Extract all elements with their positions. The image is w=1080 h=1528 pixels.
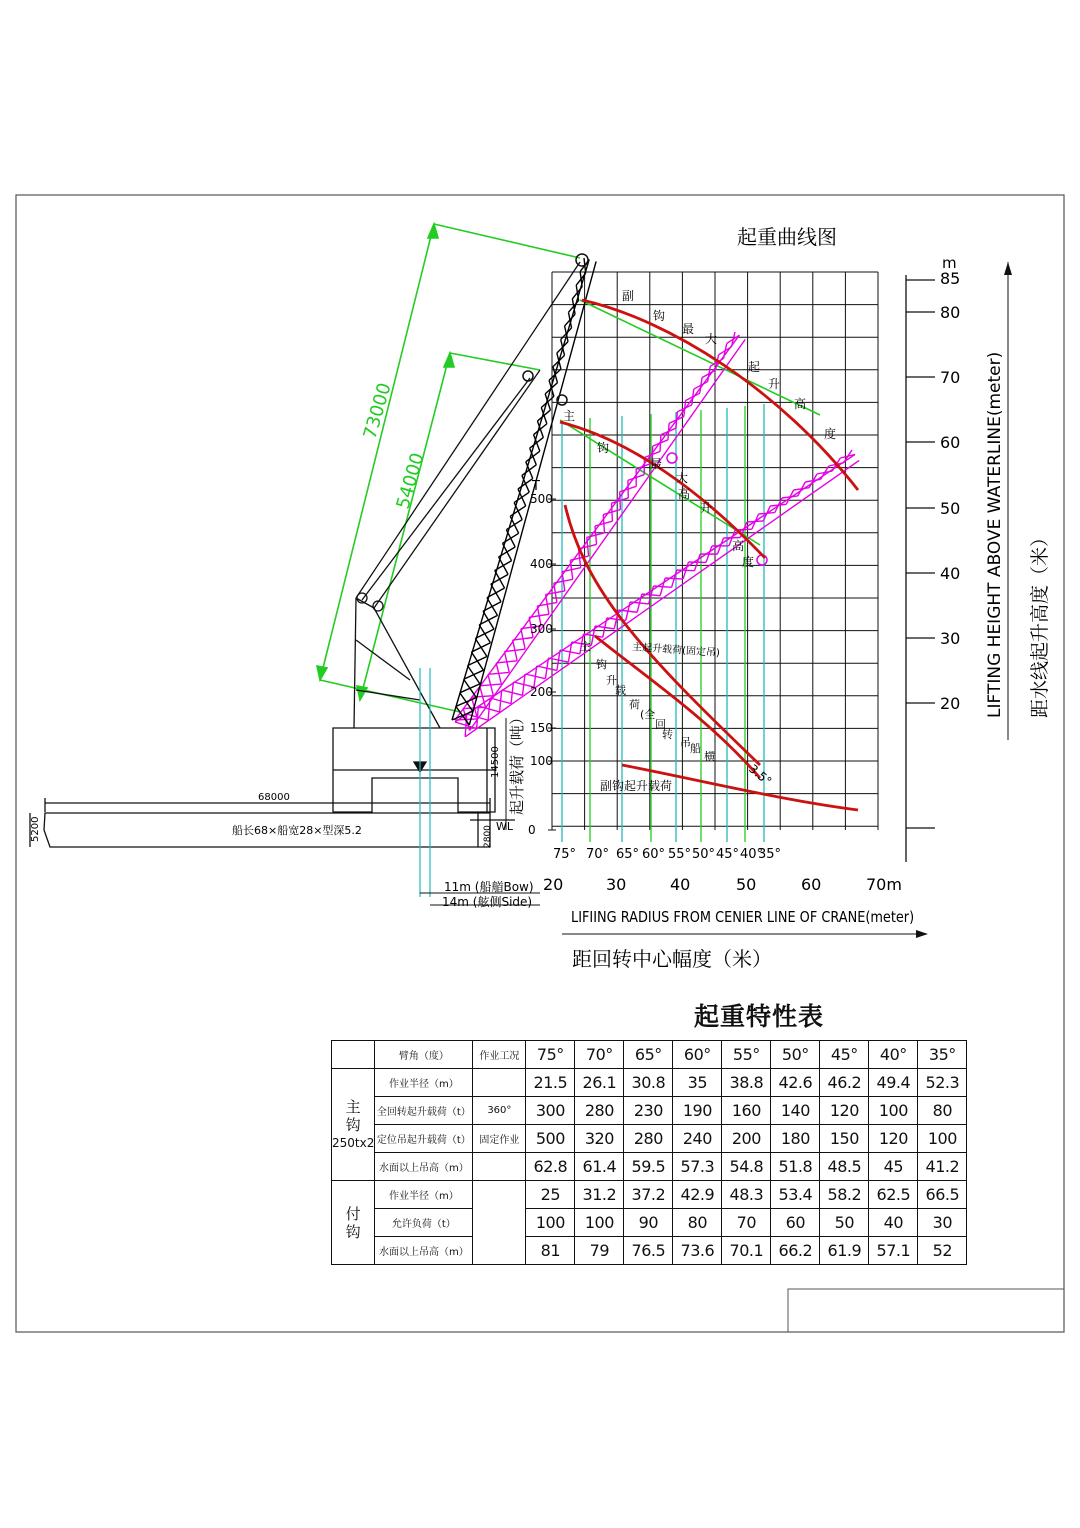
table-cell: 81	[526, 1237, 575, 1265]
table-cell: 61.9	[820, 1237, 869, 1265]
height-tick-label: 80	[940, 303, 961, 322]
curve-label-char: 大	[705, 332, 718, 346]
table-cell: 100	[526, 1209, 575, 1237]
table-cell: 73.6	[673, 1237, 722, 1265]
table-cell: 45	[869, 1153, 918, 1181]
curve-label-char: 最	[682, 322, 695, 336]
table-cell: 280	[575, 1097, 624, 1125]
group-text: 付	[345, 1204, 361, 1223]
header-angle: 50°	[771, 1041, 820, 1069]
load-axis-label: 起升载荷（吨）	[508, 709, 526, 815]
curve-label-char: 钩	[596, 658, 607, 671]
load-tick-label: 150	[530, 721, 553, 735]
table-cell: 80	[673, 1209, 722, 1237]
row-label: 水面以上吊高（m）	[375, 1153, 473, 1181]
curve-label-char: 荷	[629, 698, 640, 711]
boom-35deg	[455, 450, 859, 737]
angle-label: 75°	[553, 847, 577, 862]
header-angle: 55°	[722, 1041, 771, 1069]
table-cell: 26.1	[575, 1069, 624, 1097]
lifting-properties-table	[331, 1040, 967, 1265]
table-cell: 54.8	[722, 1153, 771, 1181]
table-cell: 90	[624, 1209, 673, 1237]
table-cell: 37.2	[624, 1181, 673, 1209]
table-cell: 240	[673, 1125, 722, 1153]
radius-tick-label: 50	[736, 875, 757, 894]
row-label: 定位吊起升载荷（t）	[375, 1125, 473, 1153]
curve-label-char: 载	[615, 684, 626, 697]
height-axis-label-en: LIFTING HEIGHT ABOVE WATERLINE(meter)	[985, 351, 1005, 718]
radius-tick-label: 20	[543, 875, 564, 894]
group-text: 主	[345, 1097, 361, 1116]
crane-a-frame	[354, 262, 580, 790]
table-cell: 41.2	[918, 1153, 967, 1181]
table-cell: 53.4	[771, 1181, 820, 1209]
table-row	[332, 1237, 967, 1265]
row-label: 水面以上吊高（m）	[375, 1237, 473, 1265]
angle-labels	[553, 847, 781, 862]
table-cell: 60	[771, 1209, 820, 1237]
height-axis-unit: 85	[940, 269, 961, 288]
boom-main	[452, 258, 596, 725]
dim-73000-label: 73000	[359, 380, 396, 442]
table-cell: 42.9	[673, 1181, 722, 1209]
table-cell: 66.2	[771, 1237, 820, 1265]
angle-label: 65°	[616, 847, 640, 862]
group-text: 250tx2	[332, 1135, 375, 1150]
row-mode: 360°	[473, 1097, 526, 1125]
waterline-label: WL	[496, 820, 514, 833]
curve-label-char: 副	[622, 289, 635, 303]
aux-hook-group	[332, 1181, 375, 1265]
table-cell: 100	[575, 1209, 624, 1237]
header-label: 臂角（度）	[375, 1041, 473, 1069]
row-mode	[473, 1153, 526, 1181]
row-mode: 固定作业	[473, 1125, 526, 1153]
radius-axis-ticks	[543, 875, 902, 894]
curve-label-char: 度	[742, 555, 755, 569]
table-cell: 30.8	[624, 1069, 673, 1097]
height-tick-label: 30	[940, 629, 961, 648]
title-block	[788, 1289, 1064, 1332]
load-tick-label: 0	[528, 823, 536, 837]
radius-axis-label-en: LIFIING RADIUS FROM CENIER LINE OF CRANE(meter)	[571, 909, 915, 927]
curve-label-char: 船	[690, 742, 701, 755]
height-axis-ticks	[906, 280, 960, 828]
height-tick-label: 70	[940, 368, 961, 387]
curve-label-char: 吊	[680, 736, 691, 749]
header-angle: 45°	[820, 1041, 869, 1069]
table-cell: 79	[575, 1237, 624, 1265]
table-cell: 51.8	[771, 1153, 820, 1181]
table-cell: 120	[869, 1125, 918, 1153]
table-cell: 40	[869, 1209, 918, 1237]
table-cell: 180	[771, 1125, 820, 1153]
table-cell: 70	[722, 1209, 771, 1237]
header-angle: 40°	[869, 1041, 918, 1069]
row-mode	[473, 1069, 526, 1097]
table-cell: 62.5	[869, 1181, 918, 1209]
table-cell: 52.3	[918, 1069, 967, 1097]
main-fixed-load-label: 主起升载荷(固定吊)	[631, 642, 721, 660]
curve-label-char: 主	[563, 409, 576, 423]
row-label: 全回转起升载荷（t）	[375, 1097, 473, 1125]
table-cell: 57.1	[869, 1237, 918, 1265]
dim-73000-line	[320, 224, 434, 680]
radius-tick-label: 70m	[866, 875, 902, 894]
deck-depth-label: 5200	[30, 816, 41, 842]
curve-label-char: 高	[732, 539, 745, 553]
properties-table-title: 起重特性表	[694, 1002, 825, 1031]
table-cell: 50	[820, 1209, 869, 1237]
curve-label-char: 升	[700, 501, 713, 515]
dim-54000-label: 54000	[392, 450, 429, 512]
radius-axis-label-cn: 距回转中心幅度（米）	[572, 947, 772, 971]
table-cell: 100	[918, 1125, 967, 1153]
height-tick-label: 50	[940, 499, 961, 518]
angle-label: 70°	[586, 847, 610, 862]
curve-label-char: 升	[606, 674, 617, 687]
row-label: 允许负荷（t）	[375, 1209, 473, 1237]
row-mode	[473, 1181, 526, 1265]
table-cell: 66.5	[918, 1181, 967, 1209]
header-angle: 60°	[673, 1041, 722, 1069]
heel-angle-label: 3.5°	[746, 761, 775, 789]
table-cell: 59.5	[624, 1153, 673, 1181]
table-cell: 320	[575, 1125, 624, 1153]
radius-tick-label: 40	[670, 875, 691, 894]
group-text: 钩	[345, 1115, 361, 1134]
barge-dimension-label: 船长68×船宽28×型深5.2	[232, 824, 362, 837]
row-label: 作业半径（m）	[375, 1181, 473, 1209]
table-cell: 120	[820, 1097, 869, 1125]
table-row	[332, 1125, 967, 1153]
height-axis-m: m	[942, 254, 957, 272]
load-axis-unit: T	[532, 479, 540, 494]
table-cell: 160	[722, 1097, 771, 1125]
table-cell: 31.2	[575, 1181, 624, 1209]
header-angle: 75°	[526, 1041, 575, 1069]
tower-height-label: 14500	[490, 746, 501, 778]
table-cell: 57.3	[673, 1153, 722, 1181]
height-tick-label: 40	[940, 564, 961, 583]
curve-label-char: 度	[824, 427, 837, 441]
radius-tick-label: 30	[606, 875, 627, 894]
table-cell: 61.4	[575, 1153, 624, 1181]
table-cell: 49.4	[869, 1069, 918, 1097]
table-cell: 48.5	[820, 1153, 869, 1181]
height-tick-label: 60	[940, 433, 961, 452]
curve-label-char: 升	[768, 377, 781, 391]
header-angle: 65°	[624, 1041, 673, 1069]
curve-label-char: 钩	[653, 309, 666, 323]
table-cell: 200	[722, 1125, 771, 1153]
curve-label-char: 主	[580, 640, 591, 653]
curve-label-char: 回	[655, 718, 666, 731]
angle-label: 40°	[740, 847, 764, 862]
load-tick-label: 200	[530, 685, 553, 699]
angle-label: 60°	[642, 847, 666, 862]
table-cell: 48.3	[722, 1181, 771, 1209]
load-tick-label: 100	[530, 754, 553, 768]
curve-label-char: 高	[678, 487, 691, 501]
load-tick-label: 500	[530, 492, 553, 506]
table-row	[332, 1153, 967, 1181]
header-angle: 70°	[575, 1041, 624, 1069]
curve-label-char: 转	[662, 728, 673, 741]
main-rotation-load-curve	[595, 636, 760, 778]
angle-label: 35°	[758, 847, 782, 862]
table-header-row	[332, 1041, 967, 1069]
load-tick-label: 400	[530, 557, 553, 571]
height-tick-label: 20	[940, 694, 961, 713]
curve-label-char: 最	[650, 457, 663, 471]
table-row	[332, 1097, 967, 1125]
row-label: 作业半径（m）	[375, 1069, 473, 1097]
table-cell: 42.6	[771, 1069, 820, 1097]
curve-label-char: 横	[704, 750, 715, 763]
table-cell: 70.1	[722, 1237, 771, 1265]
load-tick-label: 300	[530, 622, 553, 636]
header-mode: 作业工况	[473, 1041, 526, 1069]
table-cell: 80	[918, 1097, 967, 1125]
diagram-title: 起重曲线图	[737, 225, 837, 249]
bow-offset-label: 11m (船艏Bow)	[444, 880, 534, 894]
table-cell: 500	[526, 1125, 575, 1153]
aux-max-height-curve	[582, 300, 858, 490]
chart-grid	[552, 272, 878, 830]
table-cell: 25	[526, 1181, 575, 1209]
table-cell: 230	[624, 1097, 673, 1125]
height-axis-label-cn: 距水线起升高度（米）	[1029, 527, 1051, 718]
radius-tick-label: 60	[801, 875, 822, 894]
curve-label-char: 起	[748, 360, 761, 374]
table-cell: 190	[673, 1097, 722, 1125]
table-cell: 150	[820, 1125, 869, 1153]
table-cell: 30	[918, 1209, 967, 1237]
deck-length-label: 68000	[258, 792, 290, 803]
table-row	[332, 1069, 967, 1097]
table-cell: 35	[673, 1069, 722, 1097]
table-cell: 100	[869, 1097, 918, 1125]
curve-label-char: 钩	[597, 441, 610, 455]
table-row	[332, 1181, 967, 1209]
freeboard-label: 2800	[483, 825, 493, 848]
header-angle: 35°	[918, 1041, 967, 1069]
curve-label-char: (全	[640, 708, 656, 721]
table-row	[332, 1209, 967, 1237]
table-cell: 52	[918, 1237, 967, 1265]
curve-label-char: 大	[676, 471, 689, 485]
angle-label: 55°	[668, 847, 692, 862]
table-cell: 62.8	[526, 1153, 575, 1181]
table-cell: 76.5	[624, 1237, 673, 1265]
table-cell: 21.5	[526, 1069, 575, 1097]
angle-label: 45°	[716, 847, 740, 862]
group-text: 钩	[345, 1222, 361, 1241]
aux-load-label: 副钩起升载荷	[600, 779, 673, 793]
table-cell: 58.2	[820, 1181, 869, 1209]
main-hook-group	[332, 1069, 375, 1181]
side-offset-label: 14m (舷侧Side)	[442, 895, 533, 909]
table-cell: 280	[624, 1125, 673, 1153]
table-cell: 38.8	[722, 1069, 771, 1097]
table-cell: 140	[771, 1097, 820, 1125]
curve-label-char: 高	[794, 397, 807, 411]
table-cell: 46.2	[820, 1069, 869, 1097]
table-cell: 300	[526, 1097, 575, 1125]
angle-label: 50°	[692, 847, 716, 862]
